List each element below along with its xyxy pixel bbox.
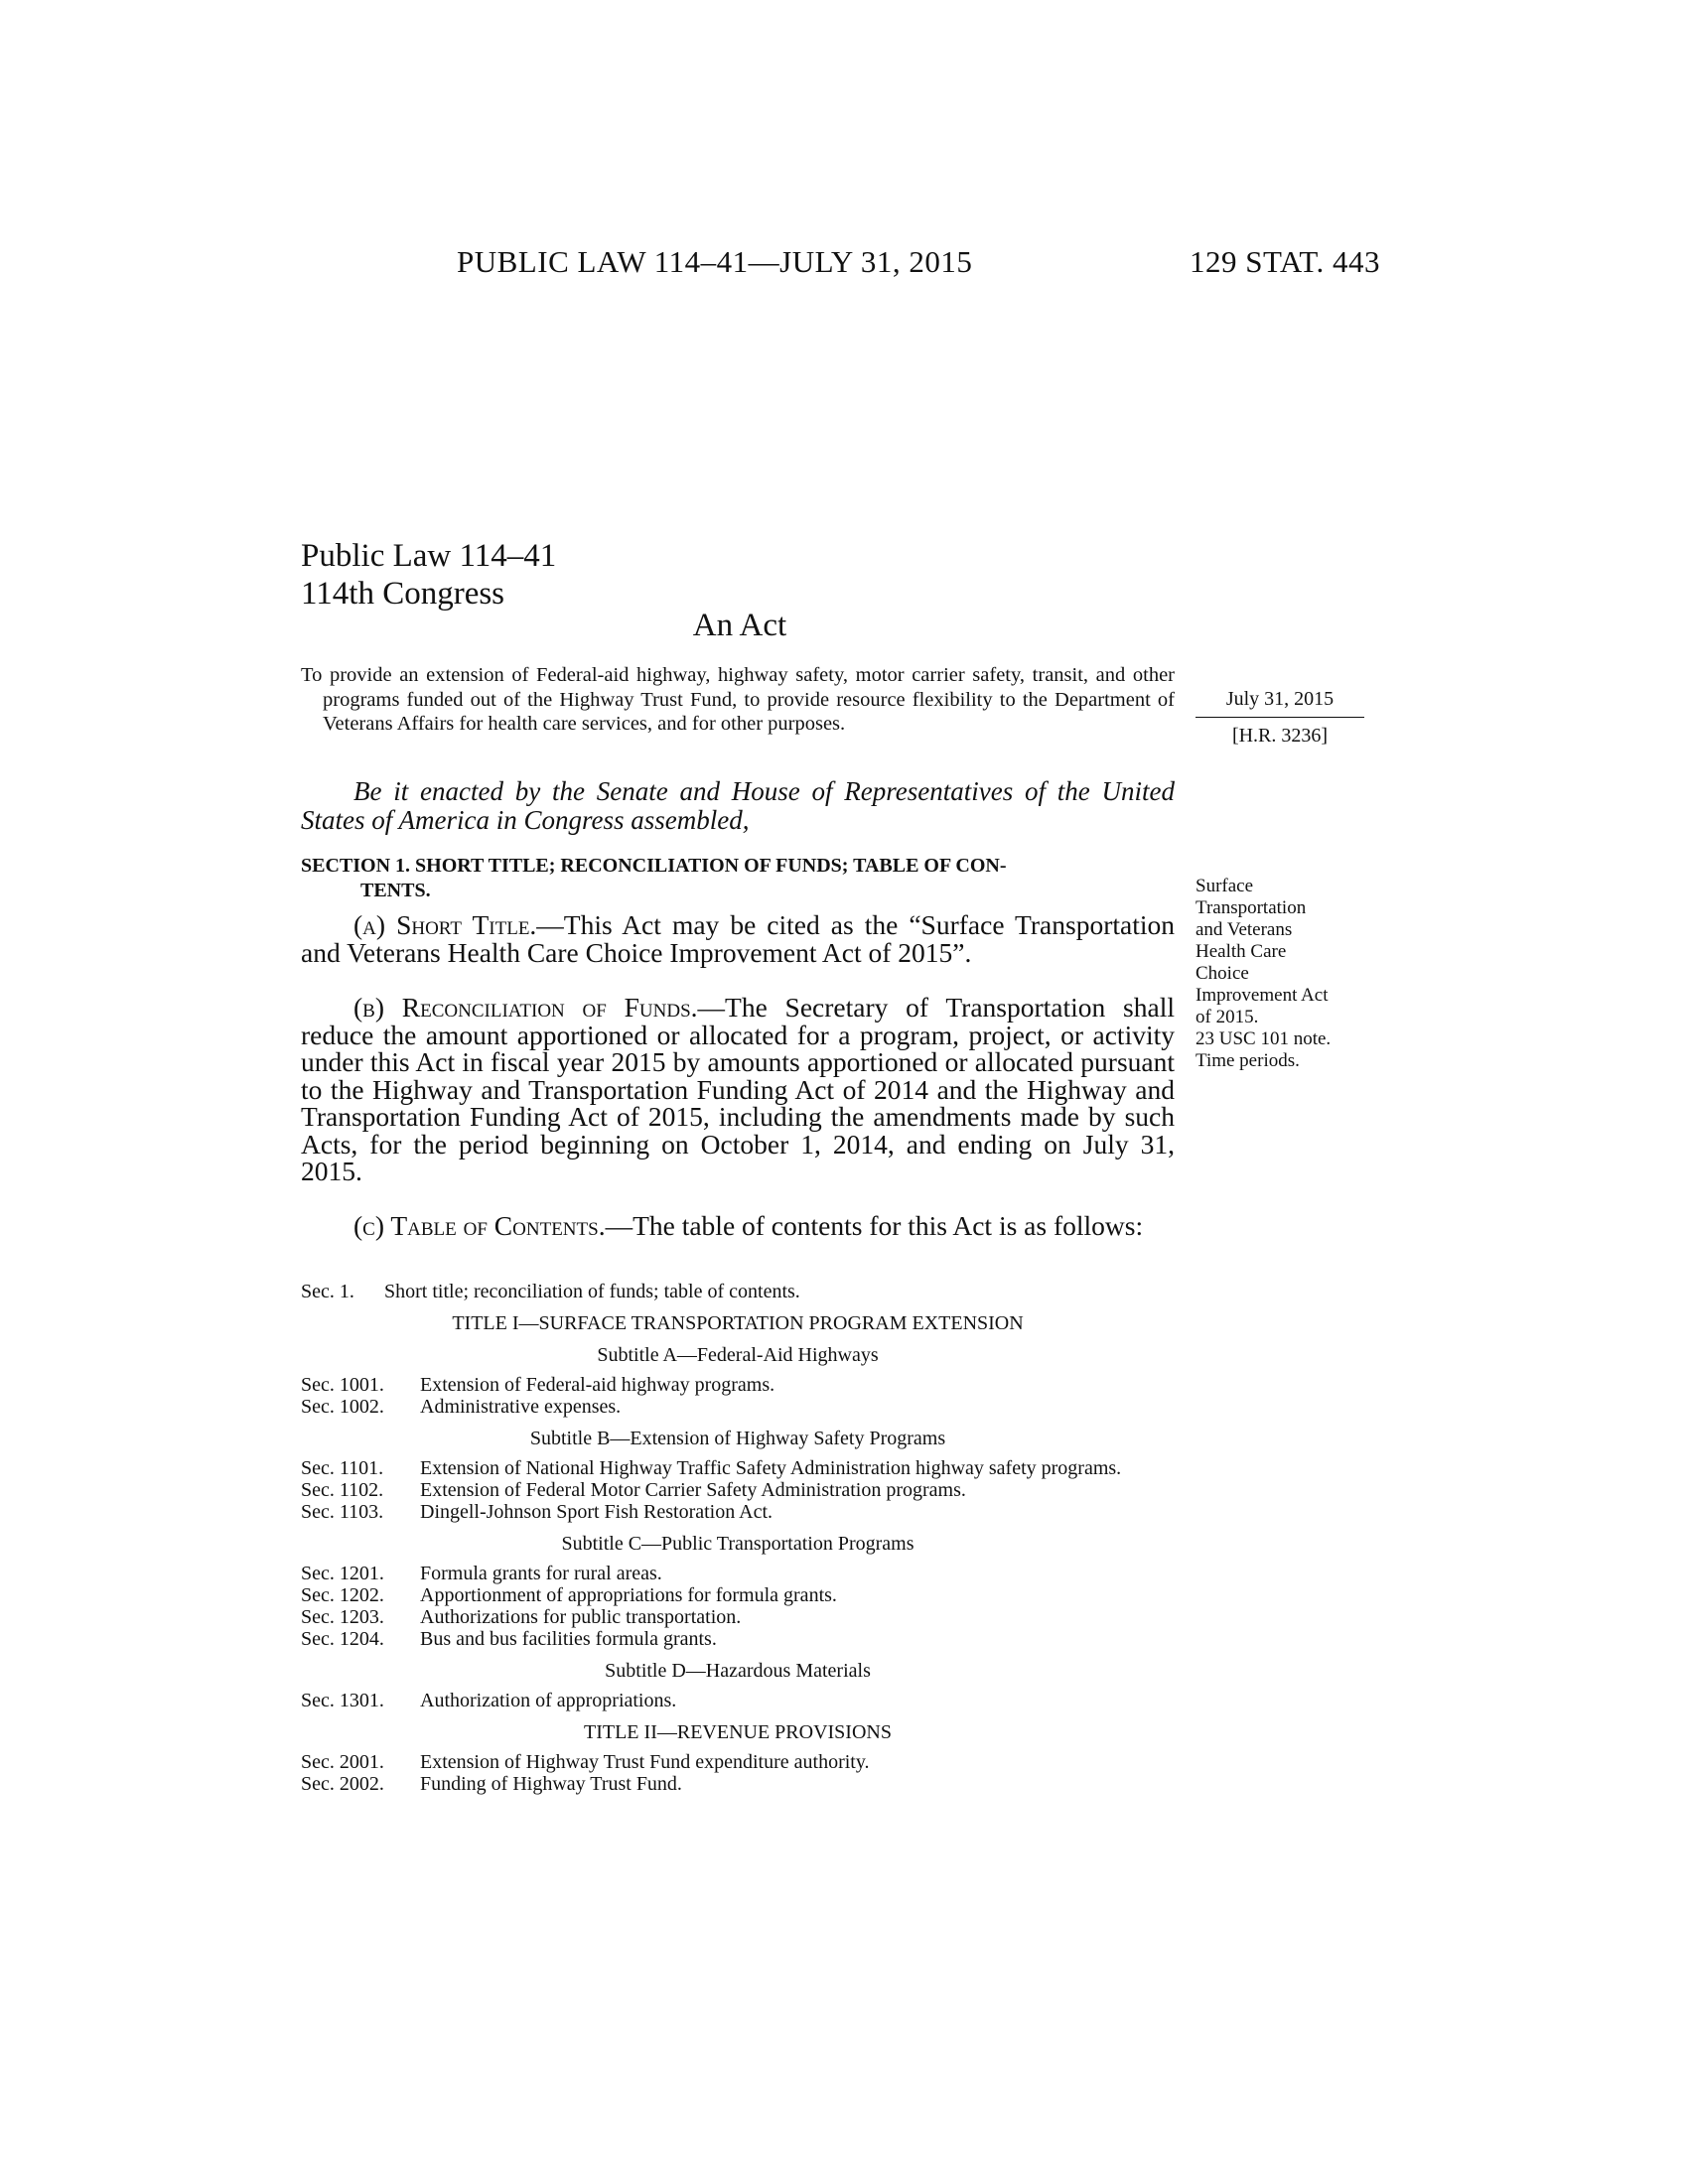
toc-entry [301, 1501, 1175, 1523]
paragraph-c [301, 1212, 1175, 1240]
toc-section-number: Sec. 1102. [301, 1479, 384, 1501]
toc-entry [301, 1457, 1175, 1479]
table-of-contents [301, 1281, 1175, 1795]
margin-note: 23 USC 101 note. [1196, 1028, 1332, 1049]
margin-date: July 31, 2015 [1225, 688, 1335, 710]
toc-subtitle-heading: Subtitle B—Extension of Highway Safety Programs [529, 1428, 946, 1449]
toc-section-number: Sec. 2002. [301, 1773, 384, 1795]
toc-section-number: Sec. 1204. [301, 1628, 384, 1650]
toc-section-number: Sec. 1202. [301, 1584, 384, 1606]
margin-note: Transportation [1196, 897, 1307, 918]
toc-section-title: Short title; reconciliation of funds; table of contents. [384, 1281, 800, 1302]
margin-divider [1196, 717, 1364, 718]
paragraph-b-label: (b) Reconciliation of Funds. [353, 992, 698, 1023]
toc-entry [301, 1751, 1175, 1773]
toc-entry [301, 1628, 1175, 1650]
margin-note: Choice [1196, 963, 1249, 984]
toc-section-number: Sec. 2001. [301, 1751, 384, 1773]
toc-section-number: Sec. 1103. [301, 1501, 384, 1523]
toc-section-title: Formula grants for rural areas. [420, 1563, 662, 1584]
toc-entry [301, 1374, 1175, 1396]
paragraph-a [301, 911, 1175, 966]
paragraph-a-text: —This Act may be cited as the “Surface Transportation and Veterans Health Care Choice Improvement Act of 2015”. [301, 909, 1175, 968]
paragraph-b [301, 994, 1175, 1185]
toc-section-title: Extension of Federal Motor Carrier Safety Administration programs. [420, 1479, 966, 1501]
toc-entry [301, 1396, 1175, 1418]
paragraph-b-text: —The Secretary of Transportation shall reduce the amount apportioned or allocated for a program, project, or activity under this Act in fiscal year 2015 by amounts apportioned or allocated pursuant to the Highway and Transportation Funding Act of 2014 and the Highway and Transportation Funding Act of 2015, including the amendments made by such Acts, for the period beginning on October 1, 2014, and ending on July 31, 2015. [301, 992, 1175, 1186]
congress-number: 114th Congress [301, 576, 505, 612]
toc-section-title: Administrative expenses. [420, 1396, 622, 1418]
toc-entry [301, 1773, 1175, 1795]
toc-entry [301, 1690, 1175, 1711]
section-1-heading [301, 854, 1175, 903]
toc-section-title: Dingell-Johnson Sport Fish Restoration Act. [420, 1501, 773, 1523]
toc-subtitle-heading: Subtitle C—Public Transportation Programs [561, 1533, 914, 1555]
toc-entry [301, 1479, 1175, 1501]
toc-section-title: Authorizations for public transportation. [420, 1606, 742, 1628]
toc-section-title: Authorization of appropriations. [420, 1690, 677, 1711]
public-law-number: Public Law 114–41 [301, 538, 557, 574]
toc-subtitle-heading: Subtitle A—Federal-Aid Highways [597, 1344, 879, 1366]
toc-section-number: Sec. 1201. [301, 1563, 384, 1584]
paragraph-c-label: (c) Table of Contents. [353, 1210, 606, 1241]
margin-note: Time periods. [1196, 1050, 1300, 1071]
toc-entry [301, 1281, 1175, 1302]
toc-section-number: Sec. 1301. [301, 1690, 384, 1711]
margin-bill-number: [H.R. 3236] [1231, 725, 1329, 747]
margin-notes [1196, 876, 1394, 1072]
paragraph-a-label: (a) Short Title. [353, 909, 537, 940]
running-head: PUBLIC LAW 114–41—JULY 31, 2015 [457, 244, 973, 279]
toc-section-number: Sec. 1101. [301, 1457, 384, 1479]
purpose-clause: To provide an extension of Federal-aid highway, highway safety, motor carrier safety, transit, and other programs funded out of the Highway Trust Fund, to provide resource flexibility to the Department of Veterans Affairs for health care services, and for other purposes. [301, 664, 1175, 736]
enacting-clause: Be it enacted by the Senate and House of Representatives of the United States of America in Congress assembled, [301, 776, 1175, 835]
toc-section-number: Sec. 1. [301, 1281, 354, 1302]
toc-section-title: Funding of Highway Trust Fund. [420, 1773, 682, 1795]
toc-entry [301, 1584, 1175, 1606]
toc-section-title: Extension of Highway Trust Fund expenditure authority. [420, 1751, 870, 1773]
act-title: An Act [692, 608, 787, 643]
toc-entry [301, 1606, 1175, 1628]
margin-note: and Veterans [1196, 919, 1293, 940]
toc-subtitle-heading: Subtitle D—Hazardous Materials [605, 1660, 871, 1682]
toc-entry [301, 1563, 1175, 1584]
toc-section-title: Extension of Federal-aid highway programs. [420, 1374, 775, 1396]
toc-section-title: Apportionment of appropriations for formula grants. [420, 1584, 837, 1606]
toc-title-heading: TITLE I—SURFACE TRANSPORTATION PROGRAM EXTENSION [452, 1312, 1024, 1334]
running-header [457, 244, 1380, 284]
paragraph-c-text: —The table of contents for this Act is as follows: [605, 1210, 1144, 1241]
toc-section-number: Sec. 1002. [301, 1396, 384, 1418]
section-heading-line2: TENTS. [360, 880, 431, 901]
toc-title-heading: TITLE II—REVENUE PROVISIONS [584, 1721, 892, 1743]
toc-section-title: Bus and bus facilities formula grants. [420, 1628, 717, 1650]
toc-section-title: Extension of National Highway Traffic Safety Administration highway safety programs. [420, 1457, 1122, 1479]
toc-section-number: Sec. 1001. [301, 1374, 384, 1396]
stat-page-number: 129 STAT. 443 [1189, 244, 1380, 279]
toc-section-number: Sec. 1203. [301, 1606, 384, 1628]
margin-note: Improvement Act [1196, 985, 1329, 1006]
margin-note: of 2015. [1196, 1007, 1259, 1027]
margin-note: Health Care [1196, 941, 1287, 962]
margin-note: Surface [1196, 876, 1254, 896]
section-heading-line1: SECTION 1. SHORT TITLE; RECONCILIATION OF FUNDS; TABLE OF CON- [301, 855, 1007, 877]
